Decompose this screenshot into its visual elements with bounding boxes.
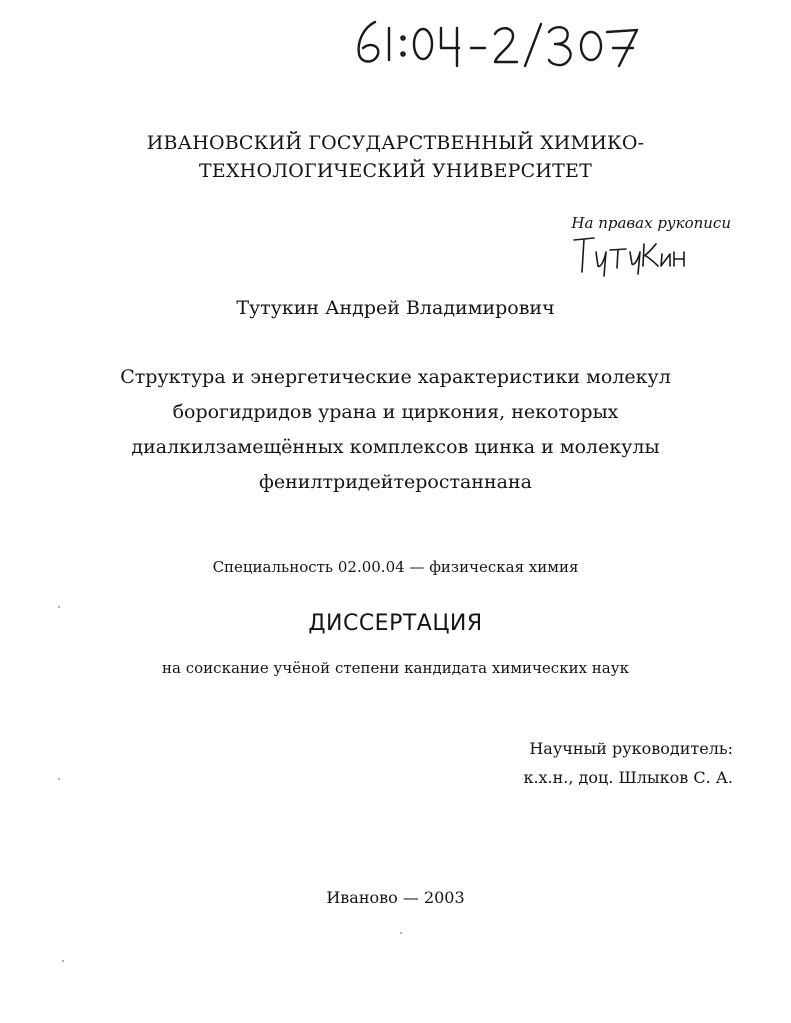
scan-speck bbox=[58, 606, 60, 608]
scan-speck bbox=[400, 932, 402, 934]
supervisor-name: к.х.н., доц. Шлыков С. А. bbox=[523, 768, 733, 787]
specialty: Специальность 02.00.04 — физическая химия bbox=[212, 558, 579, 576]
author-signature bbox=[570, 232, 695, 280]
title-line: фенилтридейтеростаннана bbox=[259, 471, 532, 493]
degree-purpose: на соискание учёной степени кандидата химических наук bbox=[162, 659, 629, 677]
scan-speck bbox=[58, 778, 60, 780]
title-line: Структура и энергетические характеристики молекул bbox=[120, 366, 671, 388]
scan-speck bbox=[62, 960, 64, 962]
title-line: борогидридов урана и циркония, некоторых bbox=[172, 401, 619, 423]
supervisor-block bbox=[523, 734, 733, 792]
dissertation-title bbox=[0, 360, 791, 500]
document-type: ДИССЕРТАЦИЯ bbox=[308, 611, 483, 636]
title-line: диалкилзамещённых комплексов цинка и молекулы bbox=[131, 436, 660, 458]
handwritten-library-code bbox=[345, 14, 645, 70]
supervisor-label: Научный руководитель: bbox=[529, 739, 733, 758]
manuscript-rights-note: На правах рукописи bbox=[571, 214, 731, 232]
university-line-1: ИВАНОВСКИЙ ГОСУДАРСТВЕННЫЙ ХИМИКО- bbox=[146, 132, 645, 154]
author-name: Тутукин Андрей Владимирович bbox=[236, 297, 555, 319]
city-and-year: Иваново — 2003 bbox=[326, 888, 465, 907]
university-line-2: ТЕХНОЛОГИЧЕСКИЙ УНИВЕРСИТЕТ bbox=[199, 160, 592, 182]
